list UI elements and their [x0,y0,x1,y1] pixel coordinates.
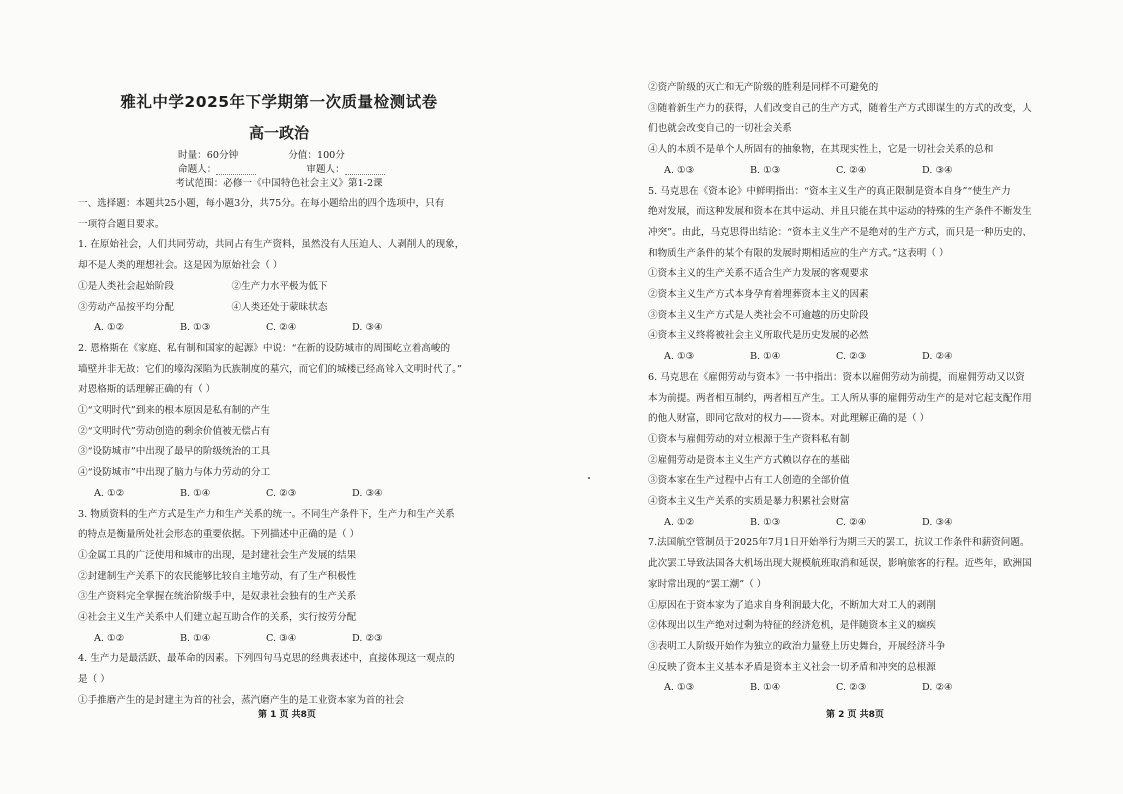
statement-line: ④社会主义生产关系中人们建立起互助合作的关系，实行按劳分配 [78,612,357,624]
scan-speck [588,477,590,479]
page-number-1: 第 1 页 共8页 [258,710,316,720]
question-line: 对恩格斯的话理解正确的有（ ） [78,384,216,396]
statement-line: ④反映了资本主义基本矛盾是资本主义社会一切矛盾和冲突的总根源 [648,661,936,673]
option-d: D. ③④ [352,322,383,334]
exam-author-row [78,163,480,177]
option-a: A. ①② [94,322,125,334]
answer-options [648,513,1044,534]
question-line: 7.法国航空管制员于2025年7月1日开始举行为期三天的罢工，抗议工作条件和薪资问题。 [648,537,1030,549]
option-a: A. ①③ [664,164,695,176]
option-b: B. ①④ [180,487,211,499]
option-b: B. ①④ [180,632,211,644]
option-c: C. ②④ [836,516,867,528]
option-d: D. ②④ [922,351,953,363]
statement-line: ②资本主义生产方式本身孕育着埋葬资本主义的因素 [648,289,869,301]
exam-author: 命题人： [178,163,256,177]
statement-line: ③劳动产品按平均分配 ④人类还处于蒙昧状态 [78,301,328,313]
text-line: 一项符合题目要求。 [78,218,165,230]
answer-options [78,484,480,505]
option-d: D. ②③ [352,632,383,644]
exam-meta-row [78,149,480,163]
page-number-2: 第 2 页 共8页 [826,710,884,720]
text-line: 一、选择题：本题共25小题，每小题3分，共75分。在每小题给出的四个选项中，只有 [78,198,445,209]
question-line: 冲突”。由此，马克思得出结论：“资本主义生产不是绝对的生产方式，而只是一种历史的、 [648,226,1032,238]
statement-line: ②“文明时代”劳动创造的剩余价值被无偿占有 [78,425,271,437]
question-line: 的他人财富，即同它敌对的权力——资本。对此理解正确的是（ ） [648,413,930,425]
statement-line: ③随着新生产力的获得，人们改变自己的生产方式，随着生产方式即谋生的方式的改变，人 [648,102,1032,114]
answer-options [648,347,1044,368]
answer-options [648,678,1044,699]
statement-line: ①“文明时代”到来的根本原因是私有制的产生 [78,405,271,417]
statement-line: ②资产阶级的灭亡和无产阶级的胜利是同样不可避免的 [648,82,879,93]
question-line: 3. 物质资料的生产方式是生产力和生产关系的统一。不同生产条件下，生产力和生产关系 [78,508,455,520]
question-line: 6. 马克思在《雇佣劳动与资本》一书中指出：资本以雇佣劳动为前提，而雇佣劳动又以资 [648,371,1025,383]
option-d: D. ③④ [922,516,953,528]
statement-line: ③“设防城市”中出现了最早的阶级统治的工具 [78,446,271,458]
option-b: B. ①③ [180,322,211,334]
statement-line: ④资本主义生产关系的实质是暴力积累社会财富 [648,496,850,508]
statement-line: ③资本主义生产方式是人类社会不可逾越的历史阶段 [648,309,869,321]
question-line: 5. 马克思在《资本论》中鲜明指出：“资本主义生产的真正限制是资本自身”“使生产力 [648,185,1011,197]
question-line: 绝对发展，而这种发展和资本在其中运动、并且只能在其中运动的特殊的生产条件不断发生 [648,206,1032,218]
question-line: 的特点是衡量所处社会形态的重要依据。下列描述中正确的是（ ） [78,529,360,541]
statement-line: ①手推磨产生的是封建主为首的社会，蒸汽磨产生的是工业资本家为首的社会 [78,694,405,706]
option-d: D. ③④ [922,164,953,176]
question-line: 墙壁并非无故：它们的壕沟深陷为氏族制度的墓穴，而它们的城楼已经高耸入文明时代了。” [78,363,462,375]
statement-line: ③表明工人阶级开始作为独立的政治力量登上历史舞台，开展经济斗争 [648,640,946,652]
option-a: A. ①② [94,632,125,644]
question-line: 1. 在原始社会，人们共同劳动，共同占有生产资料，虽然没有人压迫人、人剥削人的现象， [78,239,465,251]
question-line: 是（ ） [78,674,110,686]
option-b: B. ①③ [750,164,781,176]
option-c: C. ②④ [266,322,297,334]
option-a: A. ①② [94,487,125,499]
page-1 [78,78,480,728]
option-a: A. ①③ [664,351,695,363]
option-a: A. ①② [664,516,695,528]
question-line: 此次罢工导致法国各大机场出现大规模航班取消和延误，影响旅客的行程。近些年，欧洲国 [648,558,1032,570]
exam-time: 时量：60分钟 [178,150,239,161]
statement-line: ①是人类社会起始阶段 ②生产力水平极为低下 [78,280,328,292]
option-b: B. ①③ [750,516,781,528]
page-2 [648,78,1044,728]
question-line: 本为前提。两者相互制约，两者相互产生。工人所从事的雇佣劳动生产的是对它起支配作用 [648,392,1032,404]
exam-scope: 考试范围：必修一《中国特色社会主义》第1-2课 [175,178,383,189]
statement-line: ①原因在于资本家为了追求自身利润最大化，不断加大对工人的剥削 [648,599,936,611]
question-line: 和物质生产条件的某个有限的发展时期相适应的生产方式。”这表明（ ） [648,247,949,259]
answer-options [78,629,480,650]
statement-line: ①资本与雇佣劳动的对立根源于生产资料私有制 [648,433,850,445]
statement-line: ③资本家在生产过程中占有工人创造的全部价值 [648,475,850,487]
option-c: C. ②③ [836,351,867,363]
statement-line: ②封建制生产关系下的农民能够比较自主地劳动，有了生产积极性 [78,570,357,582]
option-b: B. ①④ [750,682,781,694]
statement-line: ①金属工具的广泛使用和城市的出现，是封建社会生产发展的结果 [78,549,357,561]
statement-line: 们也就会改变自己的一切社会关系 [648,123,792,135]
statement-line: ②雇佣劳动是资本主义生产方式赖以存在的基础 [648,454,850,466]
subject-title: 高一政治 [248,124,309,142]
exam-reviewer: 审题人： [306,163,384,177]
question-line: 2. 恩格斯在《家庭、私有制和国家的起源》中说：“在新的设防城市的周围屹立着高峻的 [78,342,451,354]
answer-options [78,318,480,339]
option-a: A. ①③ [664,682,695,694]
statement-line: ④“设防城市”中出现了脑力与体力劳动的分工 [78,467,271,479]
option-d: D. ②④ [922,682,953,694]
option-c: C. ②③ [266,487,297,499]
option-b: B. ①④ [750,351,781,363]
statement-line: ④资本主义终将被社会主义所取代是历史发展的必然 [648,330,869,342]
statement-line: ③生产资料完全掌握在统治阶级手中，是奴隶社会独有的生产关系 [78,591,357,603]
option-c: C. ③④ [266,632,297,644]
question-line: 4. 生产力是最活跃、最革命的因素。下列四句马克思的经典表述中，直接体现这一观点的 [78,653,455,665]
question-line: 家时常出现的“罢工潮”（ ） [648,578,767,590]
exam-score: 分值：100分 [288,150,345,161]
statement-line: ④人的本质不是单个人所固有的抽象物，在其现实性上，它是一切社会关系的总和 [648,144,994,156]
option-c: C. ②④ [836,164,867,176]
option-c: C. ②③ [836,682,867,694]
statement-line: ①资本主义的生产关系不适合生产力发展的客观要求 [648,268,869,280]
question-line: 却不是人类的理想社会。这是因为原始社会（ ） [78,260,283,272]
option-d: D. ③④ [352,487,383,499]
exam-title: 雅礼中学2025年下学期第一次质量检测试卷 [120,93,438,111]
statement-line: ②体现出以生产绝对过剩为特征的经济危机，是伴随资本主义的痼疾 [648,620,936,632]
answer-options [648,161,1044,182]
